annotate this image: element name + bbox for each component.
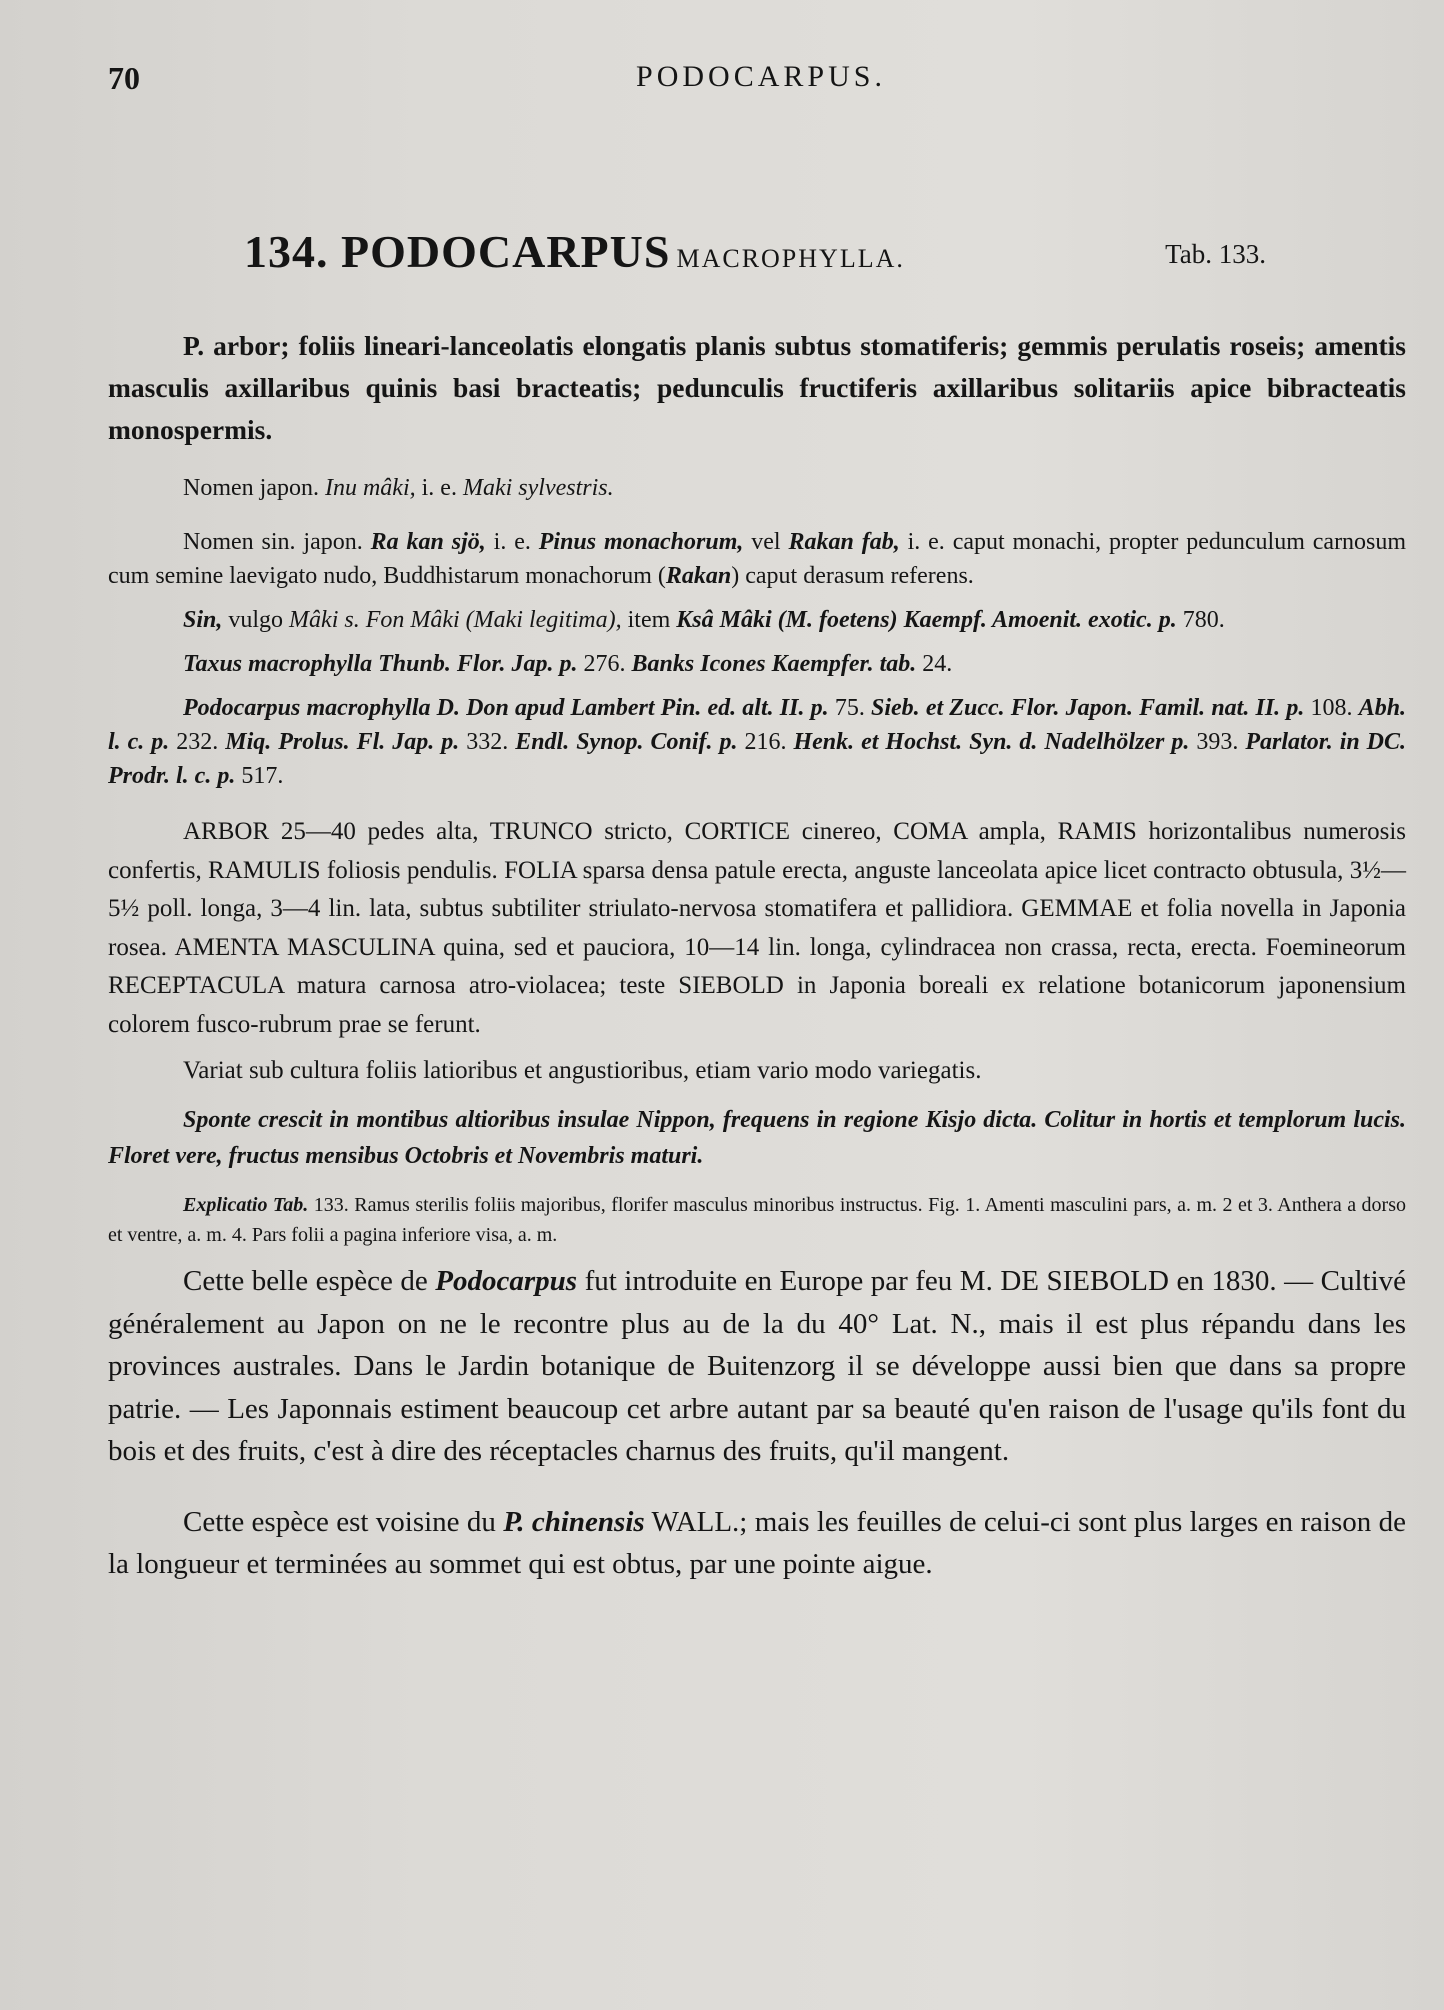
species-heading	[108, 225, 1406, 295]
plate-reference: Tab. 133.	[1165, 239, 1266, 269]
variation-note: Variat sub cultura foliis latioribus et angustioribus, etiam vario modo variegatis.	[183, 1057, 982, 1084]
page-header	[108, 60, 1374, 110]
plate-explanation: Explicatio Tab. 133. Ramus sterilis foliis majoribus, florifer masculus minoribus instructus. Fig. 1. Amenti masculini pars, a. m. 2 et 3. Anthera a dorso et ventre, a. m. 4. Pars folii a pagina inferiore visa, a. m.	[108, 1194, 1407, 1246]
diagnosis: P. arbor; foliis lineari-lanceolatis elongatis planis subtus stomatiferis; gemmis perulatis roseis; amentis masculis axillaribus quinis basi bracteatis; pedunculis fructiferis axillaribus solitariis apice bibracteatis monospermis.	[108, 330, 1406, 445]
page-number: 70	[108, 60, 140, 96]
synonym-podocarpus: Podocarpus macrophylla D. Don apud Lambert Pin. ed. alt. II. p. 75. Sieb. et Zucc. Flor. Japon. Famil. nat. II. p. 108. Abh. l. c. p. 232. Miq. Prolus. Fl. Jap. p. 332. Endl. Synop. Conif. p. 216. Henk. et Hochst. Syn. d. Nadelhölzer p. 393. Parlator. in DC. Prodr. l. c. p. 517.	[108, 695, 1407, 789]
description: ARBOR 25—40 pedes alta, TRUNCO stricto, CORTICE cinereo, COMA ampla, RAMIS horizontalibus numerosis confertis, RAMULIS foliosis pendulis. FOLIA sparsa densa patule erecta, anguste lanceolata apice licet contracto obtusula, 3½—5½ poll. longa, 3—4 lin. lata, subtus subtiliter striulato-nervosa stomatifera et pallidiora. GEMMAE et folia novella in Japonia rosea. AMENTA MASCULINA quina, sed et pauciora, 10—14 lin. longa, cylindracea non crassa, recta, erecta. Foemineorum RECEPTACULA matura carnosa atro-violacea; teste SIEBOLD in Japonia boreali ex relatione botanicorum japonensium colorem fusco-rubrum prae se ferunt.	[108, 818, 1406, 1038]
species-title	[244, 225, 905, 278]
nomen-sin-japon: Nomen sin. japon. Ra kan sjö, i. e. Pinus monachorum, vel Rakan fab, i. e. caput monachi, propter pedunculum carnosum cum semine laevigato nudo, Buddhistarum monachorum (Rakan) caput derasum referens.	[108, 529, 1407, 589]
french-paragraph-1: Cette belle espèce de Podocarpus fut introduite en Europe par feu M. DE SIEBOLD en 1830. — Cultivé généralement au Japon on ne le recontre plus au de la du 40° Lat. N., mais il est plus répandu dans les provinces australes. Dans le Jardin botanique de Buitenzorg il se développe aussi bien que dans sa propre patrie. — Les Japonnais estiment beaucoup cet arbre autant par sa beauté qu'en raison de l'usage qu'ils font du bois et des fruits, c'est à dire des réceptacles charnus des fruits, qu'il mangent.	[108, 1265, 1407, 1467]
species-epithet: MACROPHYLLA.	[676, 244, 905, 273]
synonym-taxus: Taxus macrophylla Thunb. Flor. Jap. p. 276. Banks Icones Kaempfer. tab. 24.	[183, 651, 953, 677]
species-number-genus: 134. PODOCARPUS	[244, 226, 671, 277]
running-head: PODOCARPUS.	[636, 60, 886, 93]
synonym-sin: Sin, vulgo Mâki s. Fon Mâki (Maki legitima), item Ksâ Mâki (M. foetens) Kaempf. Amoenit. exotic. p. 780.	[183, 607, 1225, 633]
habitat: Sponte crescit in montibus altioribus insulae Nippon, frequens in regione Kisjo dicta. Colitur in hortis et templorum lucis. Floret vere, fructus mensibus Octobris et Novembris maturi.	[108, 1107, 1406, 1169]
main-content	[108, 225, 1406, 1586]
nomen-japon: Nomen japon. Inu mâki, i. e. Maki sylvestris.	[183, 475, 614, 501]
french-paragraph-2: Cette espèce est voisine du P. chinensis WALL.; mais les feuilles de celui-ci sont plus larges en raison de la longueur et terminées au sommet qui est obtus, par une pointe aigue.	[108, 1505, 1407, 1580]
